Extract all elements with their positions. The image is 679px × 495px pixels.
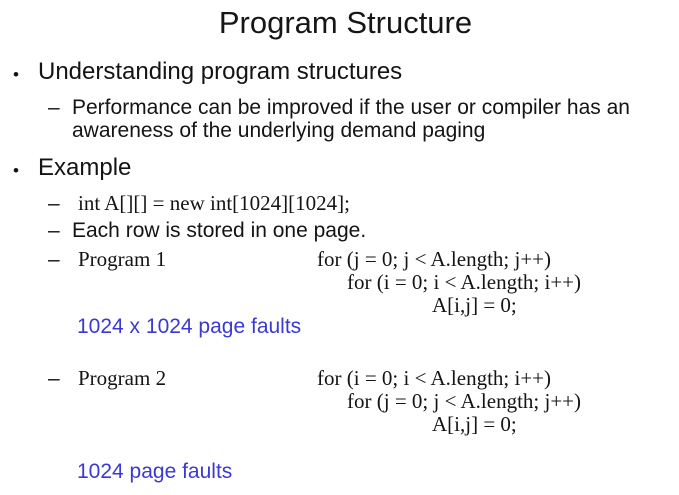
dash-icon: – — [48, 96, 60, 119]
program1-code-line1: for (j = 0; j < A.length; j++) — [317, 247, 552, 271]
program2-code-line2: for (j = 0; j < A.length; j++) — [347, 389, 582, 413]
program1-code-line2: for (i = 0; i < A.length; i++) — [347, 270, 582, 294]
program2-code-line1: for (i = 0; i < A.length; i++) — [317, 366, 552, 390]
slide-title: Program Structure — [218, 5, 473, 40]
subbullet-performance — [0, 96, 679, 142]
subbullet-performance-text: Performance can be improved if the user or compiler has an awareness of the underlying demand paging — [72, 96, 630, 142]
program2-code-line3: A[i,j] = 0; — [432, 412, 517, 436]
bullet-icon: • — [13, 161, 19, 180]
subbullet-row-note — [0, 219, 679, 242]
bullet-understanding — [0, 58, 679, 86]
bullet-example-text: Example — [38, 154, 132, 181]
bullet-icon: • — [13, 65, 19, 84]
dash-icon: – — [48, 367, 60, 390]
bullet-understanding-text: Understanding program structures — [38, 58, 403, 85]
subbullet-array-decl — [0, 192, 679, 215]
program1-page-faults: 1024 x 1024 page faults — [77, 315, 302, 338]
bullet-example — [0, 154, 679, 182]
subbullet-array-decl-text: int A[][] = new int[1024][1024]; — [78, 191, 350, 215]
dash-icon: – — [48, 248, 60, 271]
program2-page-faults: 1024 page faults — [77, 460, 233, 483]
dash-icon: – — [48, 192, 60, 215]
program1-code-line3: A[i,j] = 0; — [432, 293, 517, 317]
subbullet-row-note-text: Each row is stored in one page. — [72, 219, 367, 242]
dash-icon: – — [48, 219, 60, 242]
program1-label: Program 1 — [78, 247, 167, 271]
program2-label: Program 2 — [78, 366, 167, 390]
